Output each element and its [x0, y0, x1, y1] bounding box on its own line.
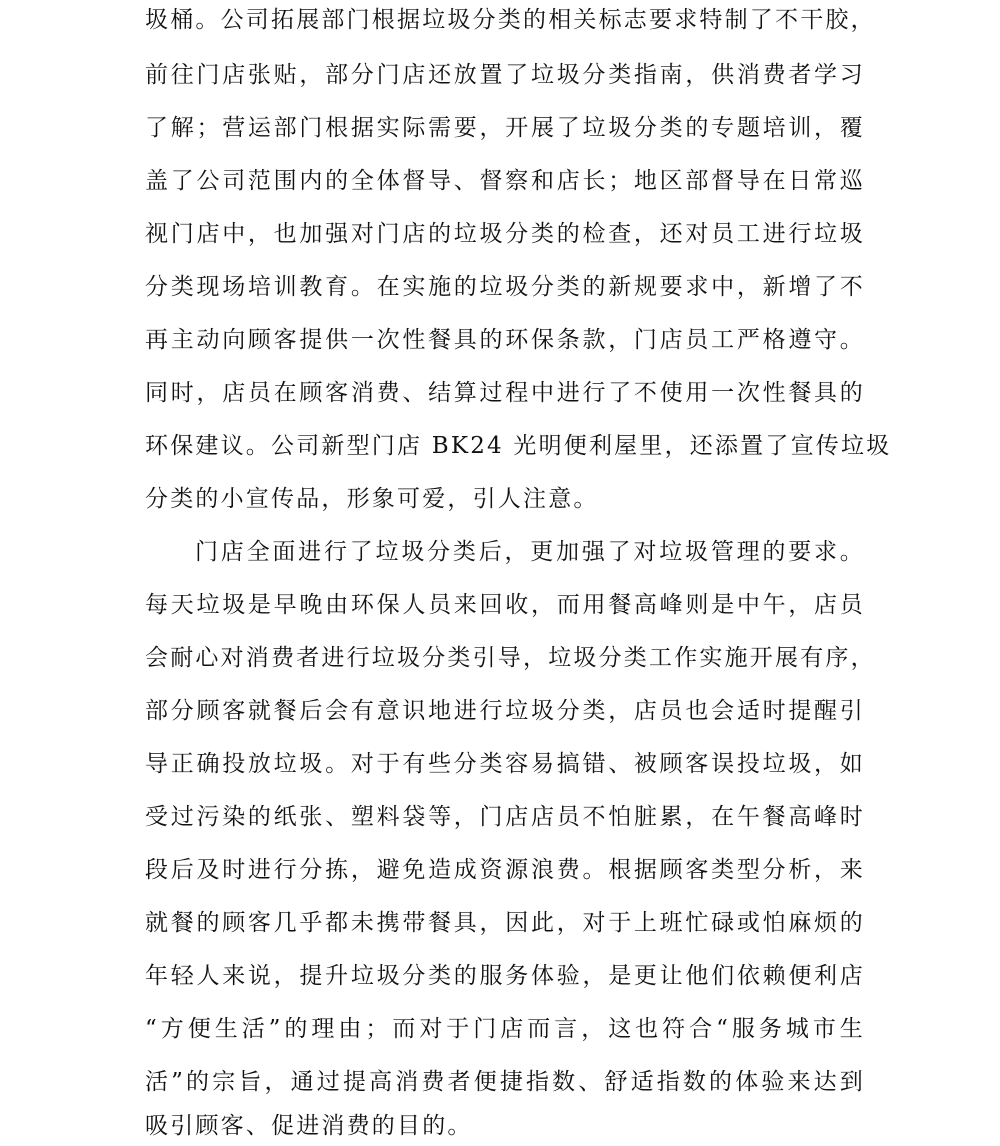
- text-line: 年轻人来说，提升垃圾分类的服务体验，是更让他们依赖便利店: [145, 963, 865, 989]
- text-line: 环保建议。公司新型门店 BK24 光明便利屋里，还添置了宣传垃圾: [145, 433, 892, 459]
- text-line: 分类的小宣传品，形象可爱，引人注意。: [145, 486, 599, 512]
- paragraph-first-line: 门店全面进行了垃圾分类后，更加强了对垃圾管理的要求。: [195, 539, 865, 565]
- text-line: 分类现场培训教育。在实施的垃圾分类的新规要求中，新增了不: [145, 274, 865, 300]
- text-line: 部分顾客就餐后会有意识地进行垃圾分类，店员也会适时提醒引: [145, 698, 865, 724]
- text-line: 会耐心对消费者进行垃圾分类引导，垃圾分类工作实施开展有序，: [145, 645, 876, 671]
- text-line: 了解；营运部门根据实际需要，开展了垃圾分类的专题培训，覆: [145, 115, 865, 141]
- text-line: 活”的宗旨，通过提高消费者便捷指数、舒适指数的体验来达到: [145, 1069, 865, 1095]
- text-line: 吸引顾客、促进消费的目的。: [145, 1113, 473, 1139]
- text-line: 每天垃圾是早晚由环保人员来回收，而用餐高峰则是中午，店员: [145, 592, 865, 618]
- text-line: 圾桶。公司拓展部门根据垃圾分类的相关标志要求特制了不干胶，: [145, 7, 876, 33]
- text-line: “方便生活”的理由；而对于门店而言，这也符合“服务城市生: [145, 1016, 865, 1042]
- text-line: 同时，店员在顾客消费、结算过程中进行了不使用一次性餐具的: [145, 380, 865, 406]
- text-line: 盖了公司范围内的全体督导、督察和店长；地区部督导在日常巡: [145, 168, 865, 194]
- text-line: 段后及时进行分拣，避免造成资源浪费。根据顾客类型分析，来: [145, 857, 865, 883]
- text-line: 就餐的顾客几乎都未携带餐具，因此，对于上班忙碌或怕麻烦的: [145, 910, 865, 936]
- text-line: 视门店中，也加强对门店的垃圾分类的检查，还对员工进行垃圾: [145, 221, 865, 247]
- text-line: 受过污染的纸张、塑料袋等，门店店员不怕脏累，在午餐高峰时: [145, 804, 865, 830]
- text-line: 再主动向顾客提供一次性餐具的环保条款，门店员工严格遵守。: [145, 327, 865, 353]
- text-line: 前往门店张贴，部分门店还放置了垃圾分类指南，供消费者学习: [145, 62, 865, 88]
- text-line: 导正确投放垃圾。对于有些分类容易搞错、被顾客误投垃圾，如: [145, 751, 865, 777]
